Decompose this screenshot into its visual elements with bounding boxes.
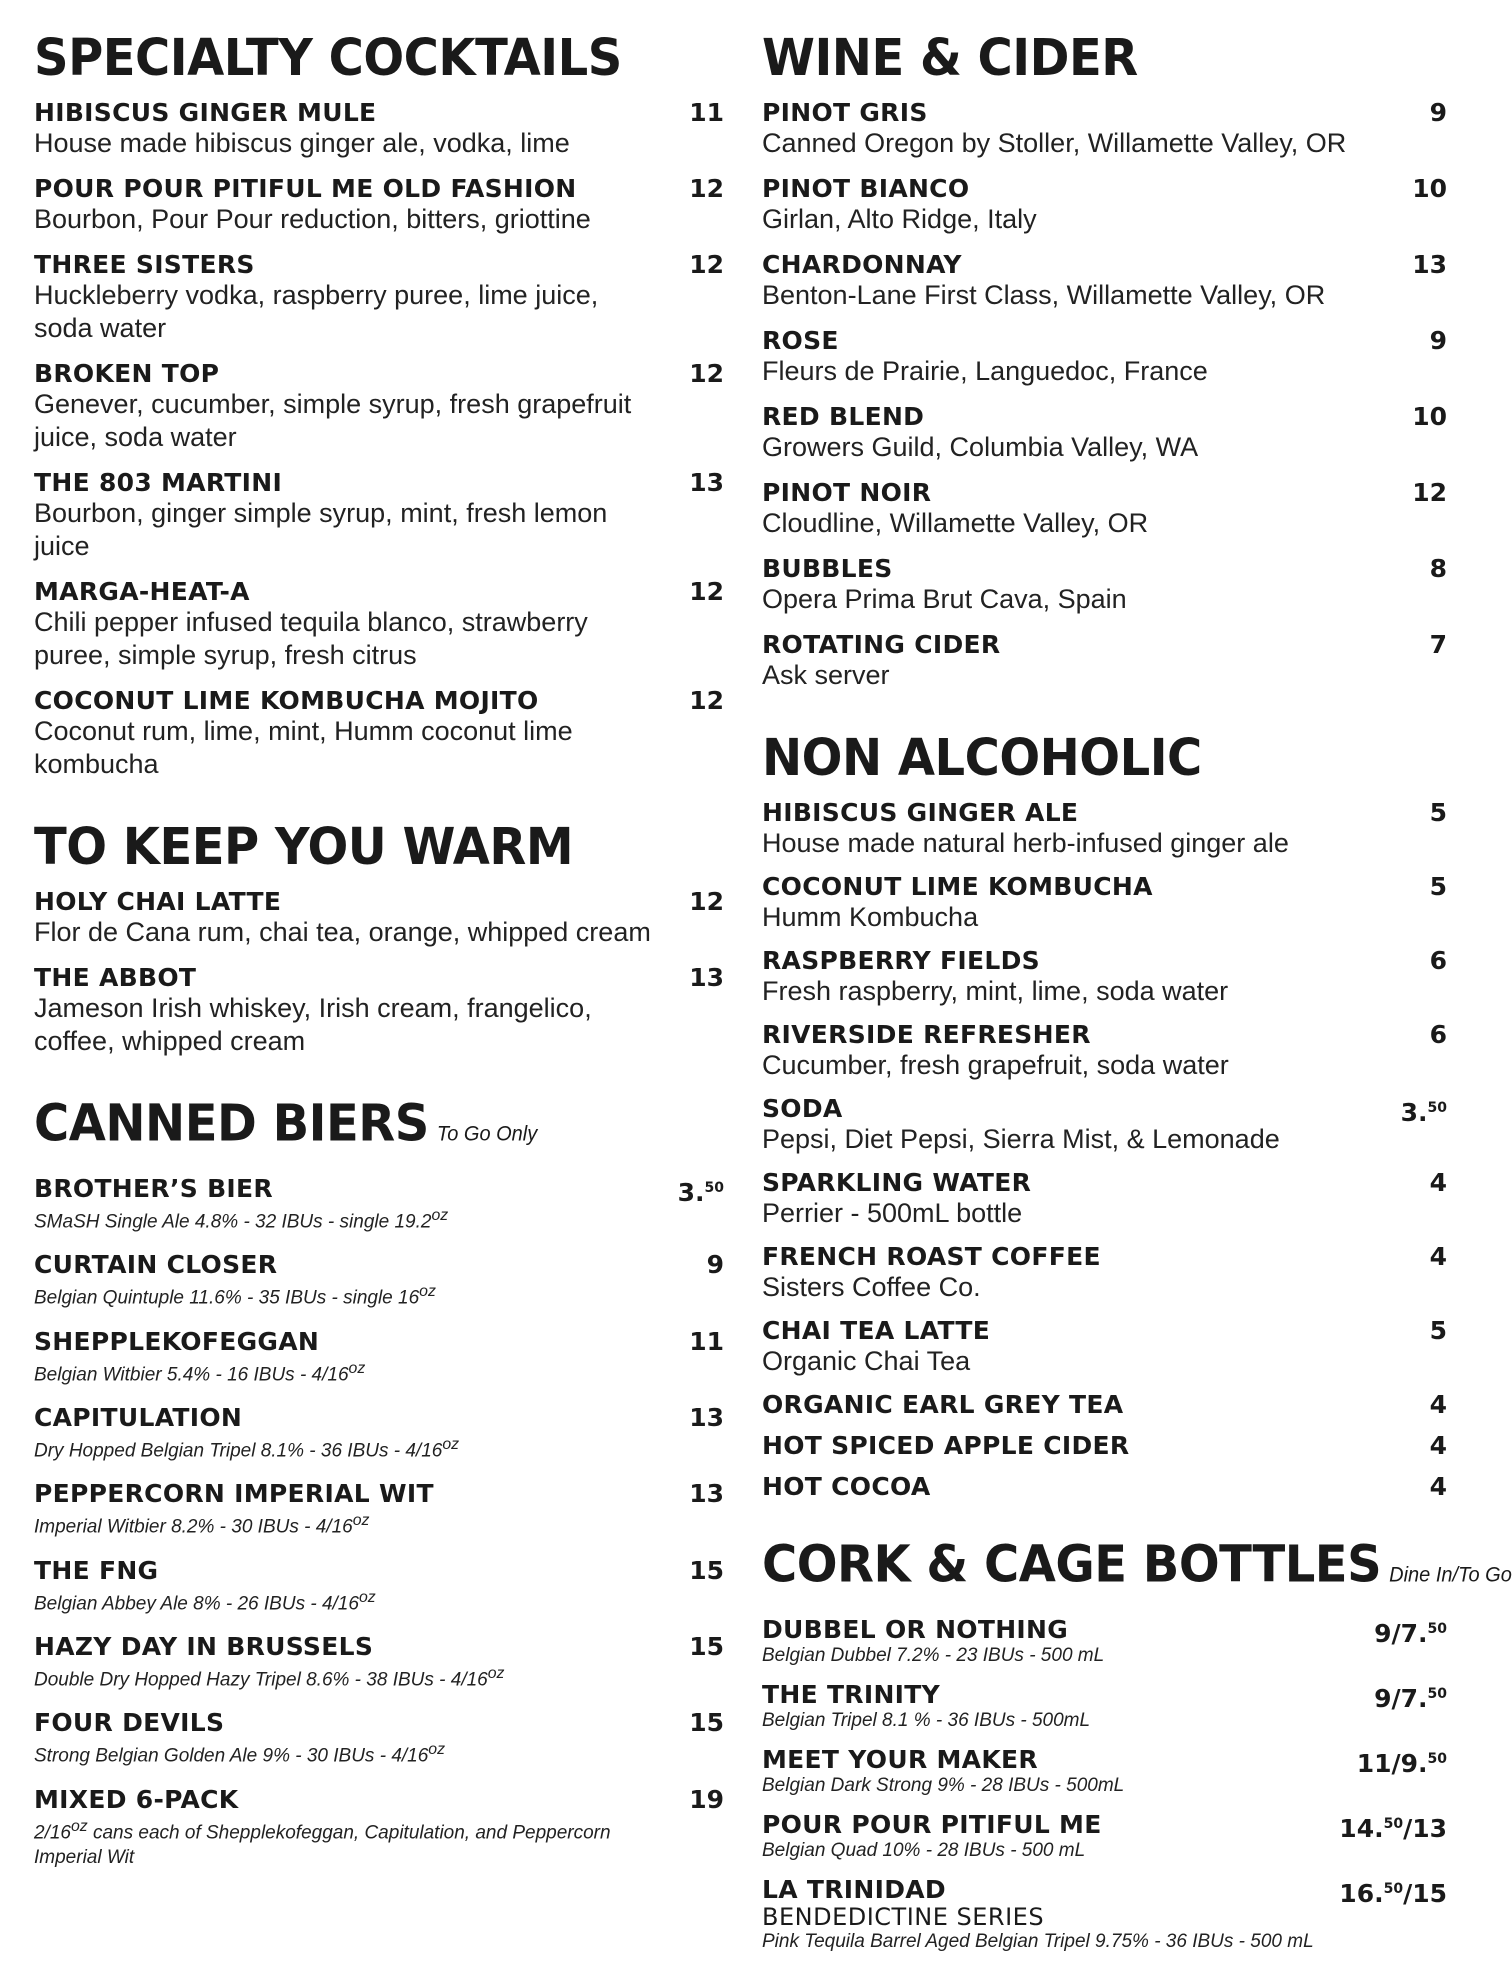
item-price <box>1430 946 1447 975</box>
item-description <box>762 431 1387 464</box>
price-main: 4 <box>1429 1242 1447 1271</box>
menu-item <box>762 402 1447 464</box>
unit-oz: oz <box>419 1283 436 1301</box>
menu-item <box>762 326 1447 388</box>
item-name: HIBISCUS GINGER MULE <box>34 98 377 127</box>
item-name: LA TRINIDAD <box>762 1875 946 1904</box>
desc-text: Huckleberry vodka, raspberry puree, lime juice, soda water <box>34 280 599 343</box>
item-description <box>762 1839 1387 1863</box>
section-title <box>762 1533 1512 1607</box>
item-price <box>1412 402 1447 431</box>
menu-item <box>762 1875 1447 1954</box>
item-price <box>1357 1745 1447 1778</box>
item-price <box>689 1708 724 1737</box>
item-name: CURTAIN CLOSER <box>34 1250 278 1280</box>
desc-text: Humm Kombucha <box>762 902 979 932</box>
item-name: POUR POUR PITIFUL ME <box>762 1810 1102 1839</box>
menu-item <box>762 250 1447 312</box>
price-main: 6 <box>1429 946 1447 975</box>
price-main: 12 <box>689 577 724 606</box>
price-main: 9 <box>1429 98 1447 127</box>
item-price <box>689 98 724 127</box>
item-description <box>34 497 664 563</box>
desc-text: cans each of Shepplekofeggan, Capitulation, and Peppercorn Imperial Wit <box>34 1821 611 1868</box>
desc-text: Belgian Witbier 5.4% - 16 IBUs - 4/16 <box>34 1363 349 1385</box>
menu-item <box>762 478 1447 540</box>
price-main: 11 <box>689 98 724 127</box>
menu-item <box>762 1020 1447 1082</box>
menu-item <box>34 887 724 949</box>
desc-text: Fleurs de Prairie, Languedoc, France <box>762 356 1208 386</box>
price-main: 11/9. <box>1356 1749 1428 1778</box>
item-name: COCONUT LIME KOMBUCHA <box>762 872 1153 901</box>
item-name: CHARDONNAY <box>762 250 962 279</box>
desc-text: Genever, cucumber, simple syrup, fresh grapefruit juice, soda water <box>34 389 632 452</box>
section-note: To Go Only <box>436 1122 538 1146</box>
item-price <box>689 1327 724 1356</box>
right-column <box>762 28 1512 1966</box>
price-main: 5 <box>1429 872 1447 901</box>
desc-text: SMaSH Single Ale 4.8% - 32 IBUs - single 19.2 <box>34 1211 432 1233</box>
item-price <box>1430 1316 1447 1345</box>
item-description <box>762 1049 1387 1082</box>
desc-text: Opera Prima Brut Cava, Spain <box>762 584 1127 614</box>
item-name: ORGANIC EARL GREY TEA <box>762 1390 1124 1419</box>
item-description <box>34 1356 664 1387</box>
desc-text: Organic Chai Tea <box>762 1346 971 1376</box>
item-name: THE FNG <box>34 1555 159 1585</box>
item-name: RASPBERRY FIELDS <box>762 946 1040 975</box>
item-price <box>689 686 724 715</box>
price-main: 12 <box>689 887 724 916</box>
item-name: SHEPPLEKOFEGGAN <box>34 1326 320 1356</box>
item-description <box>762 1271 1387 1304</box>
item-description <box>762 279 1387 312</box>
item-description <box>34 279 664 345</box>
price-main: 4 <box>1429 1431 1447 1460</box>
item-price <box>1430 1242 1447 1271</box>
item-name: SODA <box>762 1094 843 1123</box>
item-name: THREE SISTERS <box>34 250 255 279</box>
price-main: 4 <box>1429 1472 1447 1501</box>
desc-text: Chili pepper infused tequila blanco, strawberry puree, simple syrup, fresh citrus <box>34 607 588 670</box>
item-description <box>34 1508 664 1539</box>
menu-item <box>762 798 1447 860</box>
price-main: 6 <box>1429 1020 1447 1049</box>
item-name: HIBISCUS GINGER ALE <box>762 798 1079 827</box>
item-description <box>762 203 1387 236</box>
price-cents: 50 <box>1427 1686 1447 1702</box>
item-description <box>34 1814 664 1870</box>
price-main: 8 <box>1429 554 1447 583</box>
menu-item <box>34 359 724 454</box>
desc-prefix: 2/16 <box>34 1821 71 1843</box>
item-name: CAPITULATION <box>34 1402 243 1432</box>
item-description <box>34 1585 664 1616</box>
item-description <box>34 916 664 949</box>
menu-item <box>34 1250 724 1310</box>
menu-item <box>762 554 1447 616</box>
item-description <box>762 127 1387 160</box>
price-main: 14. <box>1339 1814 1384 1843</box>
desc-text: Belgian Tripel 8.1 % - 36 IBUs - 500mL <box>762 1710 1091 1731</box>
desc-text: Belgian Dark Strong 9% - 28 IBUs - 500mL <box>762 1775 1125 1796</box>
unit-oz: oz <box>428 1741 446 1759</box>
item-name: COCONUT LIME KOMBUCHA MOJITO <box>34 686 539 715</box>
item-price <box>1430 554 1447 583</box>
menu-item <box>762 872 1447 934</box>
item-description <box>762 1930 1387 1954</box>
menu-item <box>34 963 724 1058</box>
item-description <box>34 127 664 160</box>
desc-text: Strong Belgian Golden Ale 9% - 30 IBUs - 4/16 <box>34 1745 429 1767</box>
item-price <box>1430 798 1447 827</box>
item-description <box>34 203 664 236</box>
price-main: 13 <box>689 468 724 497</box>
item-name: THE TRINITY <box>762 1680 941 1709</box>
desc-text: Belgian Dubbel 7.2% - 23 IBUs - 500 mL <box>762 1645 1105 1666</box>
item-name: DUBBEL OR NOTHING <box>762 1615 1069 1644</box>
price-main: 13 <box>1412 250 1447 279</box>
item-name: POUR POUR PITIFUL ME OLD FASHION <box>34 174 577 203</box>
item-name: BROTHER’S BIER <box>34 1174 273 1203</box>
item-description <box>762 355 1387 388</box>
item-price <box>1339 1875 1447 1908</box>
item-name: HOT SPICED APPLE CIDER <box>762 1431 1130 1460</box>
menu-item <box>762 98 1447 160</box>
item-price <box>1374 1680 1447 1713</box>
menu-item <box>34 468 724 563</box>
item-description <box>34 606 664 672</box>
price-alt: /15 <box>1403 1879 1447 1908</box>
desc-text: Sisters Coffee Co. <box>762 1272 981 1302</box>
item-description <box>34 992 664 1058</box>
item-price <box>1430 1472 1447 1501</box>
menu-item <box>762 1680 1447 1733</box>
item-description <box>34 1737 664 1768</box>
item-description <box>34 1279 664 1310</box>
item-description <box>762 1197 1387 1230</box>
desc-text: Belgian Abbey Ale 8% - 26 IBUs - 4/16 <box>34 1592 359 1614</box>
item-price <box>1430 1390 1447 1419</box>
item-price <box>1430 326 1447 355</box>
price-cents: 50 <box>1383 1881 1404 1897</box>
desc-text: Cloudline, Willamette Valley, OR <box>762 508 1149 538</box>
menu-item <box>762 1745 1447 1798</box>
item-price <box>689 468 724 497</box>
price-main: 15 <box>689 1708 724 1738</box>
item-name: RED BLEND <box>762 402 925 431</box>
unit-oz: oz <box>352 1512 370 1530</box>
price-main: 15 <box>689 1555 724 1585</box>
item-price <box>689 963 724 992</box>
item-name: MEET YOUR MAKER <box>762 1745 1038 1774</box>
price-main: 13 <box>689 1402 724 1432</box>
item-price <box>689 1785 724 1814</box>
menu-item <box>34 1632 724 1692</box>
section-title: WINE & CIDER <box>762 28 1138 88</box>
item-name: MARGA-HEAT-A <box>34 577 250 606</box>
desc-text: Jameson Irish whiskey, Irish cream, frangelico, coffee, whipped cream <box>34 993 592 1056</box>
item-name: PEPPERCORN IMPERIAL WIT <box>34 1479 434 1509</box>
desc-text: Canned Oregon by Stoller, Willamette Valley, OR <box>762 128 1347 158</box>
item-name: HOLY CHAI LATTE <box>34 887 282 916</box>
price-main: 5 <box>1429 1316 1447 1345</box>
desc-text: Flor de Cana rum, chai tea, orange, whipped cream <box>34 917 651 947</box>
menu-item <box>762 1168 1447 1230</box>
desc-text: Perrier - 500mL bottle <box>762 1198 1023 1228</box>
item-name: PINOT NOIR <box>762 478 932 507</box>
item-price <box>1430 1168 1447 1197</box>
menu-item <box>34 1708 724 1768</box>
menu-item <box>34 1403 724 1463</box>
desc-text: Bourbon, Pour Pour reduction, bitters, griottine <box>34 204 591 234</box>
item-price <box>1412 478 1447 507</box>
price-main: 11 <box>689 1326 724 1356</box>
price-cents: 50 <box>1427 1100 1447 1116</box>
price-main: 9/7. <box>1374 1684 1428 1713</box>
menu-item <box>762 1316 1447 1378</box>
cork-cage-section <box>762 1535 1512 1954</box>
item-name: FOUR DEVILS <box>34 1708 225 1738</box>
price-cents: 50 <box>1427 1621 1447 1637</box>
desc-text: Girlan, Alto Ridge, Italy <box>762 204 1037 234</box>
item-price <box>1401 1094 1447 1127</box>
price-cents: 50 <box>1383 1816 1404 1832</box>
price-main: 5 <box>1429 798 1447 827</box>
price-main: 3. <box>677 1178 705 1207</box>
unit-oz: oz <box>431 1207 449 1224</box>
price-cents: 50 <box>1427 1751 1447 1767</box>
menu-item <box>762 946 1447 1008</box>
item-description <box>762 507 1387 540</box>
item-description <box>34 1432 664 1463</box>
section-note: Dine In/To Go <box>1389 1563 1512 1587</box>
item-name: SPARKLING WATER <box>762 1168 1032 1197</box>
item-name: ROTATING CIDER <box>762 630 1001 659</box>
section-title: NON ALCOHOLIC <box>762 728 1202 788</box>
specialty-cocktails-section <box>34 28 724 781</box>
item-description <box>34 1203 664 1234</box>
desc-text: Growers Guild, Columbia Valley, WA <box>762 432 1199 462</box>
desc-text: Benton-Lane First Class, Willamette Valley, OR <box>762 280 1326 310</box>
item-name: ROSE <box>762 326 839 355</box>
desc-text: Belgian Quintuple 11.6% - 35 IBUs - single 16 <box>34 1287 420 1309</box>
wine-cider-section <box>762 28 1447 692</box>
price-main: 12 <box>689 359 724 388</box>
item-price <box>678 1174 724 1207</box>
price-main: 3. <box>1400 1098 1428 1127</box>
price-cents: 50 <box>704 1180 724 1196</box>
item-description <box>34 1661 664 1692</box>
item-description <box>762 1709 1387 1733</box>
item-price <box>689 577 724 606</box>
canned-biers-section <box>34 1094 724 1870</box>
item-description <box>762 1345 1387 1378</box>
menu-item <box>34 1556 724 1616</box>
section-title-text: CANNED BIERS <box>34 1094 429 1154</box>
item-price <box>689 1632 724 1661</box>
item-price <box>1430 1431 1447 1460</box>
item-description <box>762 659 1387 692</box>
left-column <box>34 28 724 1886</box>
menu-item <box>34 577 724 672</box>
menu-item <box>762 1615 1447 1668</box>
desc-text: Bourbon, ginger simple syrup, mint, fresh lemon juice <box>34 498 608 561</box>
menu-item <box>762 1094 1447 1156</box>
desc-text: House made hibiscus ginger ale, vodka, lime <box>34 128 570 158</box>
price-main: 9/7. <box>1374 1619 1428 1648</box>
section-title <box>34 1092 724 1166</box>
price-main: 13 <box>689 1479 724 1509</box>
item-price <box>1430 98 1447 127</box>
item-description <box>762 975 1387 1008</box>
item-price <box>689 1556 724 1585</box>
price-alt: /13 <box>1403 1814 1447 1843</box>
price-main: 9 <box>706 1250 724 1280</box>
price-main: 16. <box>1339 1879 1384 1908</box>
desc-text: Fresh raspberry, mint, lime, soda water <box>762 976 1229 1006</box>
menu-item <box>34 250 724 345</box>
menu-item <box>762 1472 1447 1501</box>
menu-item <box>34 1479 724 1539</box>
price-main: 12 <box>689 250 724 279</box>
item-description <box>762 1123 1387 1156</box>
menu-item <box>34 686 724 781</box>
item-price <box>689 1479 724 1508</box>
price-main: 13 <box>689 963 724 992</box>
item-description <box>34 715 664 781</box>
desc-text: Pink Tequila Barrel Aged Belgian Tripel 9.75% - 36 IBUs - 500 mL <box>762 1931 1314 1952</box>
price-main: 15 <box>689 1631 724 1661</box>
item-price <box>1374 1615 1447 1648</box>
item-name: THE 803 MARTINI <box>34 468 283 497</box>
menu-item <box>34 1327 724 1387</box>
menu-item <box>34 174 724 236</box>
desc-text: Imperial Witbier 8.2% - 30 IBUs - 4/16 <box>34 1516 353 1538</box>
price-main: 10 <box>1412 402 1447 431</box>
item-description <box>34 388 664 454</box>
desc-text: Cucumber, fresh grapefruit, soda water <box>762 1050 1229 1080</box>
section-title: TO KEEP YOU WARM <box>34 817 574 877</box>
price-main: 10 <box>1412 174 1447 203</box>
desc-text: Dry Hopped Belgian Tripel 8.1% - 36 IBUs - 4/16 <box>34 1440 443 1462</box>
item-price <box>1339 1810 1447 1843</box>
item-price <box>1430 1020 1447 1049</box>
desc-text: Coconut rum, lime, mint, Humm coconut lime kombucha <box>34 716 573 779</box>
item-price <box>1430 630 1447 659</box>
menu-item <box>34 1785 724 1870</box>
section-title: SPECIALTY COCKTAILS <box>34 28 622 88</box>
item-name: PINOT GRIS <box>762 98 928 127</box>
desc-text: Belgian Quad 10% - 28 IBUs - 500 mL <box>762 1840 1086 1861</box>
item-name: BROKEN TOP <box>34 359 220 388</box>
item-description <box>762 1774 1387 1798</box>
item-name: MIXED 6-PACK <box>34 1784 239 1814</box>
item-series: BENDEDICTINE SERIES <box>762 1903 1045 1931</box>
item-price <box>689 1403 724 1432</box>
item-name: HAZY DAY IN BRUSSELS <box>34 1631 374 1661</box>
unit-oz: oz <box>348 1359 366 1377</box>
item-description <box>762 1644 1387 1668</box>
price-main: 12 <box>1412 478 1447 507</box>
keep-warm-section <box>34 817 724 1058</box>
menu-item <box>34 98 724 160</box>
menu-item <box>762 1390 1447 1419</box>
price-main: 4 <box>1429 1168 1447 1197</box>
menu-item <box>762 174 1447 236</box>
menu-item <box>762 1431 1447 1460</box>
item-name: PINOT BIANCO <box>762 174 970 203</box>
menu-item <box>762 1810 1447 1863</box>
item-price <box>707 1250 724 1279</box>
item-price <box>689 250 724 279</box>
menu-item <box>762 630 1447 692</box>
price-main: 7 <box>1429 630 1447 659</box>
item-name: RIVERSIDE REFRESHER <box>762 1020 1091 1049</box>
price-main: 9 <box>1429 326 1447 355</box>
item-price <box>689 174 724 203</box>
desc-text: Ask server <box>762 660 890 690</box>
price-main: 19 <box>689 1784 724 1814</box>
price-main: 12 <box>689 174 724 203</box>
item-price <box>1430 872 1447 901</box>
item-description <box>762 583 1387 616</box>
item-description <box>762 827 1387 860</box>
desc-text: Pepsi, Diet Pepsi, Sierra Mist, & Lemonade <box>762 1124 1280 1154</box>
item-name: BUBBLES <box>762 554 893 583</box>
item-price <box>1412 250 1447 279</box>
unit-oz: oz <box>70 1817 88 1835</box>
item-name: HOT COCOA <box>762 1472 931 1501</box>
menu-item <box>34 1174 724 1234</box>
desc-text: House made natural herb-infused ginger ale <box>762 828 1289 858</box>
price-main: 4 <box>1429 1390 1447 1419</box>
unit-oz: oz <box>442 1435 460 1453</box>
unit-oz: oz <box>358 1588 376 1606</box>
section-title-text: CORK & CAGE BOTTLES <box>762 1535 1382 1595</box>
desc-text: Double Dry Hopped Hazy Tripel 8.6% - 38 IBUs - 4/16 <box>34 1669 488 1691</box>
price-main: 12 <box>689 686 724 715</box>
item-name: FRENCH ROAST COFFEE <box>762 1242 1101 1271</box>
item-name: THE ABBOT <box>34 963 197 992</box>
non-alcoholic-section <box>762 728 1447 1501</box>
item-price <box>689 887 724 916</box>
item-name: CHAI TEA LATTE <box>762 1316 991 1345</box>
unit-oz: oz <box>487 1664 505 1682</box>
item-price <box>689 359 724 388</box>
item-description <box>762 901 1387 934</box>
menu-item <box>762 1242 1447 1304</box>
item-price <box>1412 174 1447 203</box>
